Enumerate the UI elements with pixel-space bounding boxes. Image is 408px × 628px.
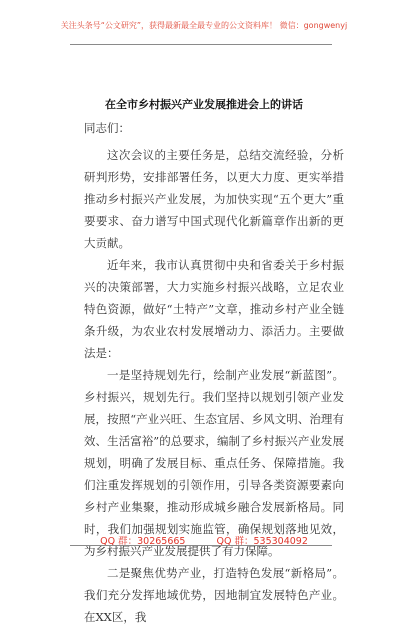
paragraph: 二是聚焦优势产业，打造特色发展“新格局”。我们充分发挥地域优势，因地制宜发展特色产业。在XX区，我 [84,566,344,624]
document-body [84,144,344,628]
promo-header: 关注头条号“公文研究”，获得最新最全最专业的公文资料库！ 微信：gongwenyj [60,21,348,30]
salutation: 同志们： [84,121,130,135]
qq-group-2: QQ 群：535304092 [216,536,308,547]
qq-group-1: QQ 群：30265665 [100,536,186,547]
header-divider [70,44,332,45]
paragraph: 一是坚持规划先行，绘制产业发展“新蓝图”。乡村振兴，规划先行。我们坚持以规划引领产业发展，按照“产业兴旺、生态宜居、乡风文明、治理有效、生活富裕”的总要求，编制了乡村振兴产业发展规划，明确了发展目标、重点任务、保障措施。我们注重发挥规划的引领作用，引导各类资源要素向乡村产业集聚，推动形成城乡融合发展新格局。同时，我们加强规划实施监管，确保规划落地见效，为乡村振兴产业发展提供了有力保障。 [84,368,344,558]
footer-divider [70,545,332,546]
document-title: 在全市乡村振兴产业发展推进会上的讲话 [105,98,303,111]
paragraph: 这次会议的主要任务是，总结交流经验，分析研判形势，安排部署任务，以更大力度、更实举措推动乡村振兴产业发展，为加快实现“五个更大”重要要求、奋力谱写中国式现代化新篇章作出新的更大贡献。 [84,148,344,250]
paragraph: 近年来，我市认真贯彻中央和省委关于乡村振兴的决策部署，大力实施乡村振兴战略，立足农业特色资源，做好“土特产”文章，推动乡村产业全链条升级，为农业农村发展增动力、添活力。主要做法是： [84,258,344,360]
